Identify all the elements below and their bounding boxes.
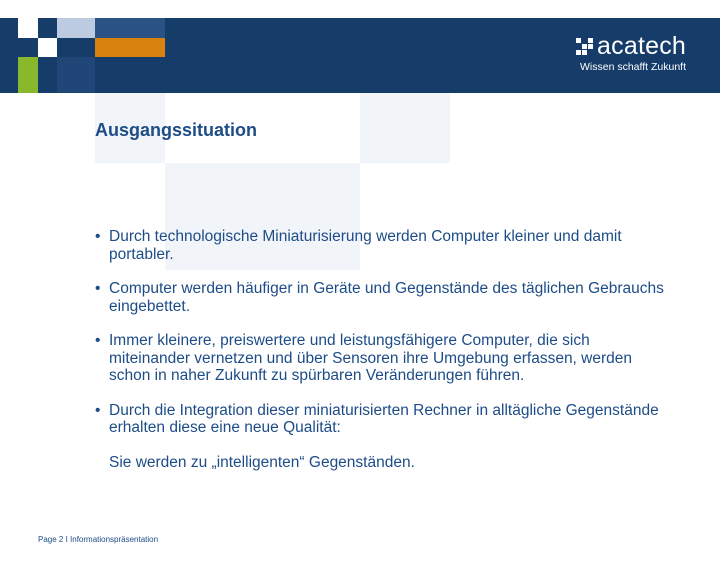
tile-light-blue	[57, 18, 95, 38]
bullet-item	[95, 228, 675, 263]
slide-title: Ausgangssituation	[95, 120, 258, 140]
bullet-item	[95, 332, 675, 385]
background-square-3	[360, 93, 450, 163]
tile-white-2	[38, 38, 57, 57]
conclusion-text: Sie werden zu „intelligenten“ Gegenständen.	[109, 453, 415, 471]
bullet-text: Immer kleinere, preiswertere und leistungsfähigere Computer, die sich miteinander vernetzen und über Sensoren ihre Umgebung erfassen, werden schon in naher Zukunft zu spürbaren Veränderungen führen.	[109, 332, 633, 384]
bullet-text: Durch technologische Miniaturisierung werden Computer kleiner und damit portabler.	[109, 228, 622, 263]
page-footer: Page 2 I Informationspräsentation	[38, 535, 159, 544]
logo-name: acatech	[597, 32, 686, 60]
tile-orange	[95, 38, 165, 57]
tile-green	[18, 57, 38, 93]
bullet-item	[95, 280, 675, 315]
acatech-logo	[576, 33, 686, 73]
bullet-text: Durch die Integration dieser miniaturisierten Rechner in alltägliche Gegenstände erhalten diese eine neue Qualität:	[109, 401, 659, 436]
tile-mid-blue	[95, 18, 165, 38]
bullet-text: Computer werden häufiger in Geräte und Gegenstände des täglichen Gebrauchs eingebettet.	[109, 280, 664, 315]
logo-tagline: Wissen schafft Zukunft	[579, 61, 686, 73]
logo-mark-icon	[576, 38, 593, 55]
bullet-item	[95, 402, 675, 472]
tile-dark-blue	[57, 57, 95, 93]
tile-white	[18, 18, 38, 38]
bullet-list	[95, 228, 675, 488]
